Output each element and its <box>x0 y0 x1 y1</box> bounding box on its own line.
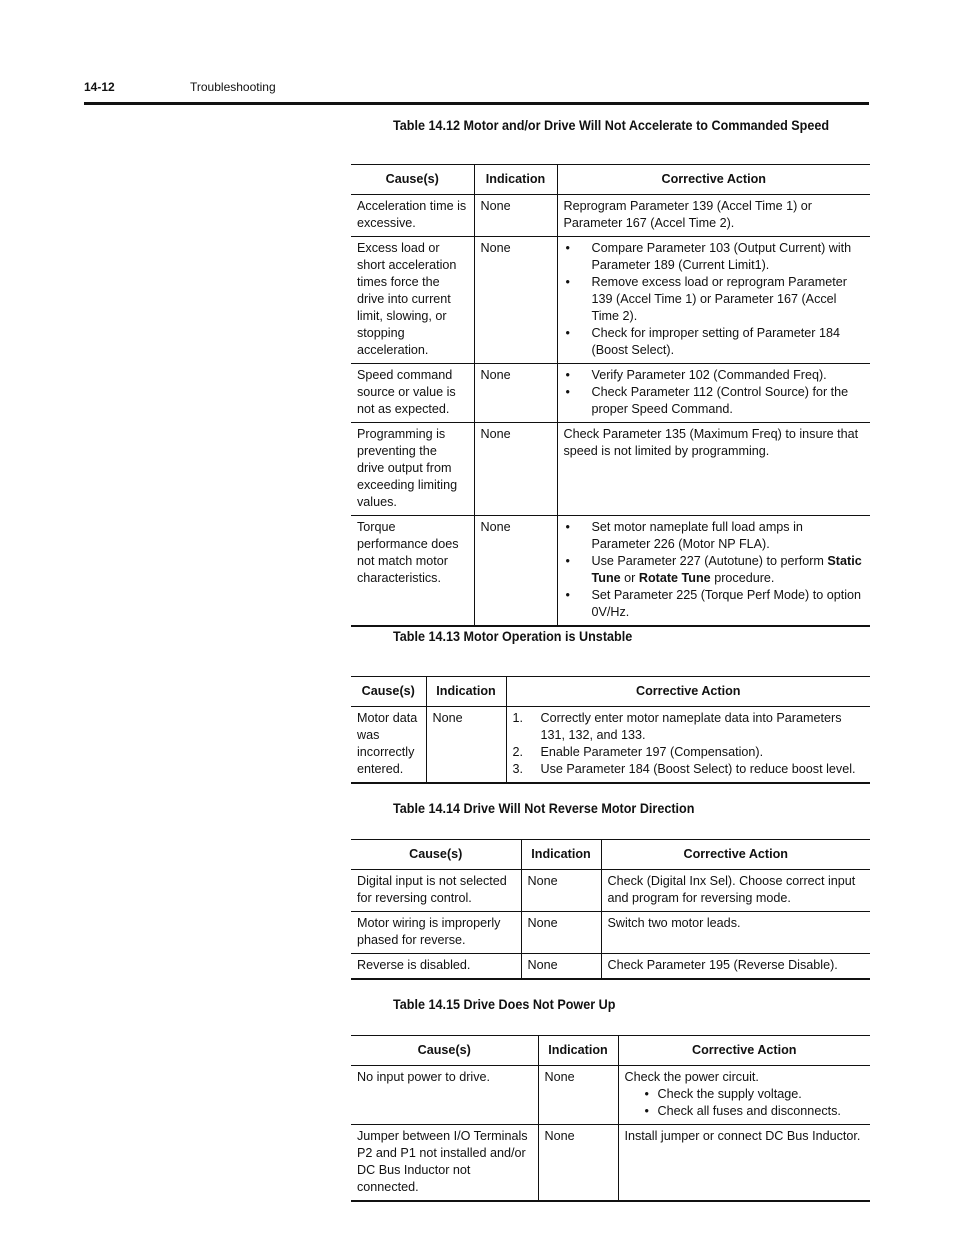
column-header: Cause(s) <box>351 165 474 195</box>
indication-cell: None <box>426 707 506 784</box>
table-header-row <box>351 1036 870 1066</box>
indication-cell: None <box>521 954 601 980</box>
step-text: Correctly enter motor nameplate data into Parameters 131, 132, and 133. <box>540 711 842 742</box>
action-item: • Compare Parameter 103 (Output Current) with Parameter 189 (Current Limit1). <box>564 240 865 274</box>
table-title: Table 14.15 Drive Does Not Power Up <box>393 996 616 1012</box>
cause-cell: Programming is preventing the drive output from exceeding limiting values. <box>351 423 474 516</box>
cause-cell: Motor wiring is improperly phased for reverse. <box>351 912 521 954</box>
column-header: Corrective Action <box>601 840 870 870</box>
column-header: Indication <box>521 840 601 870</box>
action-item: • Check for improper setting of Parameter 184 (Boost Select). <box>564 325 865 359</box>
action-subitem: • Check all fuses and disconnects. <box>645 1103 865 1120</box>
table-row <box>351 423 870 516</box>
table-14-12 <box>351 164 870 627</box>
indication-cell: None <box>521 912 601 954</box>
step-number: 3. <box>512 762 524 776</box>
action-cell <box>506 707 870 784</box>
table-row <box>351 707 870 784</box>
action-cell: Check Parameter 135 (Maximum Freq) to insure that speed is not limited by programming. <box>557 423 870 516</box>
cause-cell: Excess load or short acceleration times force the drive into current limit, slowing, or stopping acceleration. <box>351 237 474 364</box>
cause-cell: Speed command source or value is not as expected. <box>351 364 474 423</box>
action-cell: Switch two motor leads. <box>601 912 870 954</box>
indication-cell: None <box>474 195 557 237</box>
column-header: Indication <box>474 165 557 195</box>
action-cell: Check (Digital Inx Sel). Choose correct input and program for reversing mode. <box>601 870 870 912</box>
indication-cell: None <box>474 423 557 516</box>
step-number: 2. <box>512 745 524 759</box>
step-text: Enable Parameter 197 (Compensation). <box>540 745 764 759</box>
step-text: Use Parameter 184 (Boost Select) to reduce boost level. <box>540 762 856 776</box>
column-header: Cause(s) <box>351 677 426 707</box>
table-row <box>351 1066 870 1125</box>
action-item: • Verify Parameter 102 (Commanded Freq). <box>564 367 865 384</box>
action-cell <box>618 1066 870 1125</box>
table-row <box>351 954 870 980</box>
action-item: • Set Parameter 225 (Torque Perf Mode) to option 0V/Hz. <box>564 587 865 621</box>
cause-cell: Torque performance does not match motor characteristics. <box>351 516 474 627</box>
table-14-14 <box>351 839 870 980</box>
header-rule <box>84 102 869 105</box>
action-item: • Set motor nameplate full load amps in Parameter 226 (Motor NP FLA). <box>564 519 865 553</box>
column-header: Cause(s) <box>351 1036 538 1066</box>
table-title: Table 14.13 Motor Operation is Unstable <box>393 628 633 644</box>
table-header-row <box>351 840 870 870</box>
action-cell <box>557 516 870 627</box>
action-step <box>513 710 865 744</box>
action-item: • Check Parameter 112 (Control Source) for the proper Speed Command. <box>564 384 865 418</box>
action-cell: Check Parameter 195 (Reverse Disable). <box>601 954 870 980</box>
action-text: or <box>620 571 639 585</box>
action-cell <box>557 364 870 423</box>
column-header: Corrective Action <box>506 677 870 707</box>
table-row <box>351 1125 870 1202</box>
column-header: Cause(s) <box>351 840 521 870</box>
table-14-13 <box>351 676 870 784</box>
page-number: 14-12 <box>84 80 115 94</box>
indication-cell: None <box>474 364 557 423</box>
table-header-row <box>351 677 870 707</box>
action-item: • Remove excess load or reprogram Parameter 139 (Accel Time 1) or Parameter 167 (Accel Time 2). <box>564 274 865 325</box>
table-14-15 <box>351 1035 870 1202</box>
action-subitem: • Check the supply voltage. <box>645 1086 865 1103</box>
column-header: Indication <box>426 677 506 707</box>
action-item <box>564 553 865 587</box>
cause-cell: Reverse is disabled. <box>351 954 521 980</box>
table-title: Table 14.12 Motor and/or Drive Will Not Accelerate to Commanded Speed <box>393 117 830 133</box>
action-emphasis: Rotate Tune <box>638 571 711 585</box>
action-text: Check the power circuit. <box>624 1070 759 1084</box>
table-title: Table 14.14 Drive Will Not Reverse Motor Direction <box>393 800 695 816</box>
action-text: Use Parameter 227 (Autotune) to perform <box>591 554 828 568</box>
cause-cell: Motor data was incorrectly entered. <box>351 707 426 784</box>
table-row <box>351 364 870 423</box>
column-header: Corrective Action <box>557 165 870 195</box>
table-row <box>351 237 870 364</box>
cause-cell: Acceleration time is excessive. <box>351 195 474 237</box>
indication-cell: None <box>521 870 601 912</box>
table-row <box>351 870 870 912</box>
indication-cell: None <box>474 516 557 627</box>
column-header: Corrective Action <box>618 1036 870 1066</box>
action-cell: Install jumper or connect DC Bus Inductor. <box>618 1125 870 1202</box>
section-title: Troubleshooting <box>190 80 276 94</box>
table-row <box>351 516 870 627</box>
indication-cell: None <box>474 237 557 364</box>
column-header: Indication <box>538 1036 618 1066</box>
cause-cell: Jumper between I/O Terminals P2 and P1 not installed and/or DC Bus Inductor not connected. <box>351 1125 538 1202</box>
action-step <box>513 744 865 761</box>
action-step <box>513 761 865 778</box>
action-emphasis: Static Tune <box>591 554 862 585</box>
indication-cell: None <box>538 1125 618 1202</box>
table-row <box>351 912 870 954</box>
step-number: 1. <box>512 711 524 725</box>
action-text: procedure. <box>710 571 775 585</box>
cause-cell: Digital input is not selected for reversing control. <box>351 870 521 912</box>
table-row <box>351 195 870 237</box>
action-cell <box>557 237 870 364</box>
cause-cell: No input power to drive. <box>351 1066 538 1125</box>
indication-cell: None <box>538 1066 618 1125</box>
action-cell: Reprogram Parameter 139 (Accel Time 1) or Parameter 167 (Accel Time 2). <box>557 195 870 237</box>
table-header-row <box>351 165 870 195</box>
